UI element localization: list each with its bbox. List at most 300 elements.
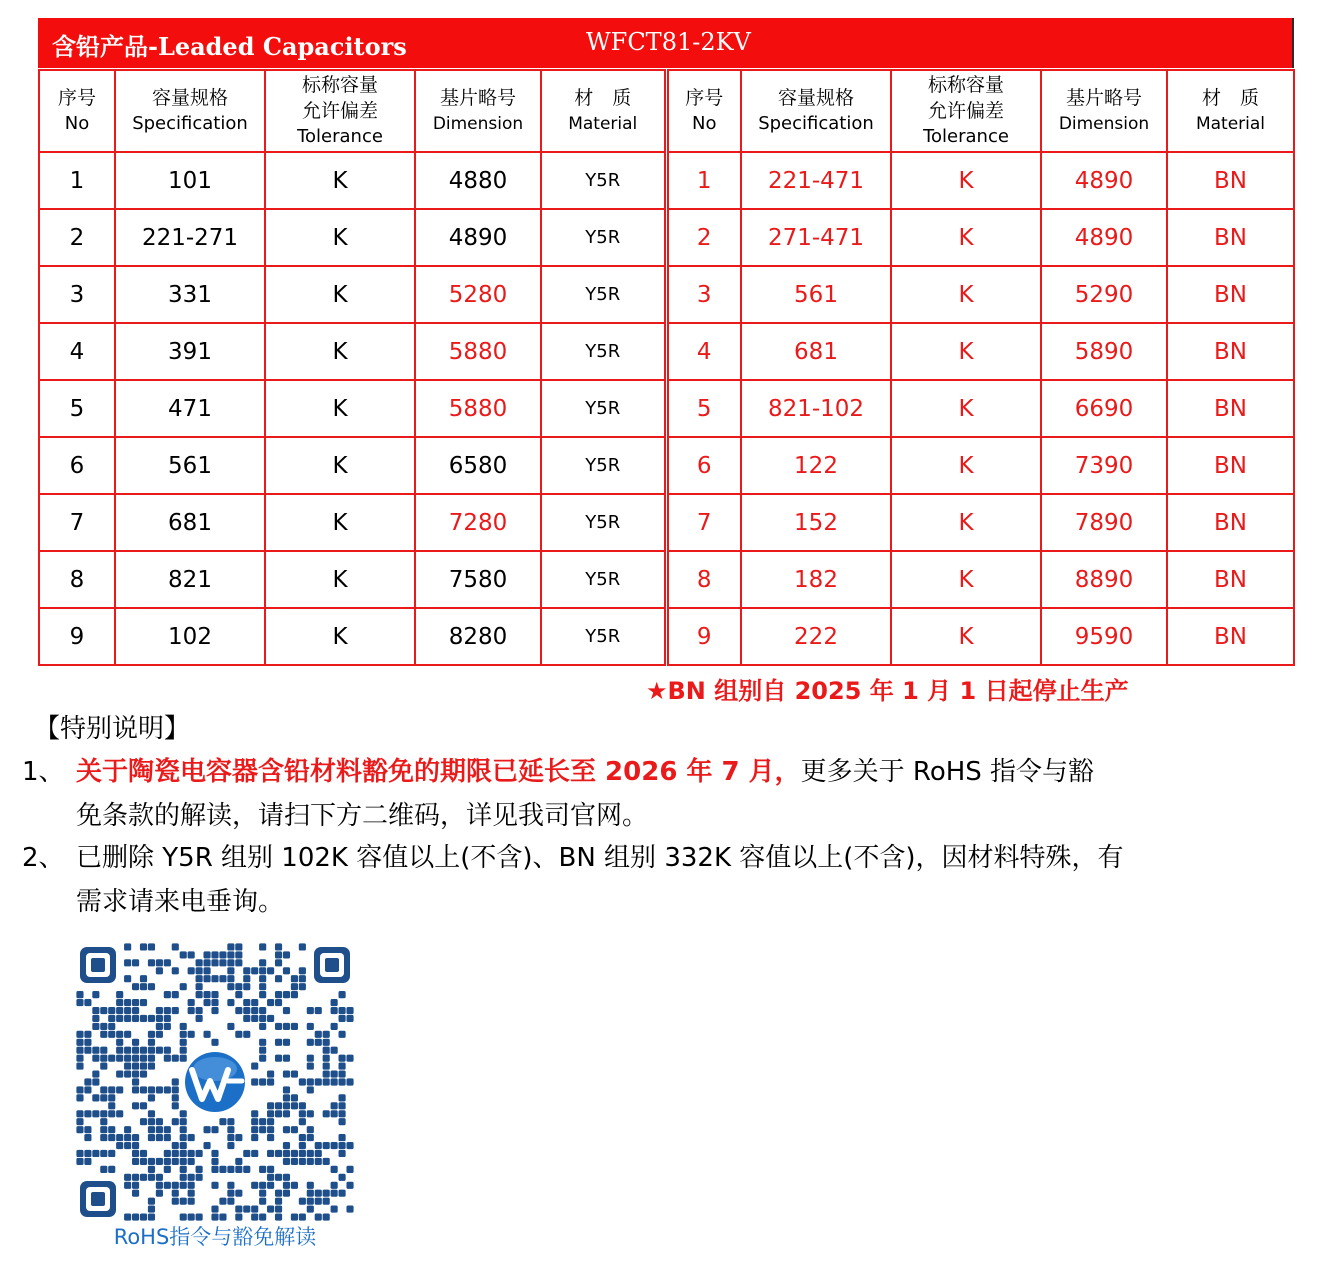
qr-module [291, 983, 298, 990]
qr-module [259, 1078, 266, 1085]
qr-module [307, 1078, 314, 1085]
qr-module [251, 1015, 258, 1022]
header-material: 材 质 Material [1167, 70, 1294, 152]
qr-module [227, 951, 234, 958]
cell-dimension: 5880 [415, 380, 541, 437]
table-header-row [39, 70, 1294, 152]
qr-module [267, 1174, 274, 1181]
cell-no: 2 [666, 209, 741, 266]
cell-material: Y5R [541, 380, 666, 437]
qr-module [132, 1150, 139, 1157]
qr-module [84, 1031, 91, 1038]
qr-module [307, 1190, 314, 1197]
cell-material: BN [1167, 608, 1294, 665]
qr-module [211, 1206, 218, 1213]
qr-module [211, 1007, 218, 1014]
qr-module [283, 1102, 290, 1109]
note-number: 2、 [22, 843, 65, 873]
qr-module [148, 1126, 155, 1133]
qr-module [156, 1047, 163, 1054]
cell-tolerance: K [265, 551, 415, 608]
cell-dimension: 7580 [415, 551, 541, 608]
qr-module [219, 1198, 226, 1205]
qr-module [100, 1110, 107, 1117]
qr-module [227, 1198, 234, 1205]
qr-module [259, 1190, 266, 1197]
qr-module [124, 1070, 131, 1077]
qr-module [108, 1007, 115, 1014]
qr-module [76, 1055, 83, 1062]
qr-module [267, 1110, 274, 1117]
qr-module [172, 1094, 179, 1101]
qr-module [100, 1047, 107, 1054]
qr-module [227, 967, 234, 974]
cell-spec: 821-102 [741, 380, 891, 437]
qr-module [339, 1007, 346, 1014]
qr-module [283, 1039, 290, 1046]
table-row [39, 380, 1294, 437]
qr-module [164, 1182, 171, 1189]
qr-module [243, 1015, 250, 1022]
qr-module [315, 1142, 322, 1149]
qr-module [180, 983, 187, 990]
qr-module [235, 1134, 242, 1141]
qr-module [188, 1190, 195, 1197]
qr-module [251, 1118, 258, 1125]
qr-module [124, 975, 131, 982]
qr-module [243, 1031, 250, 1038]
qr-module [211, 1039, 218, 1046]
qr-module [211, 1150, 218, 1157]
qr-module [180, 1118, 187, 1125]
qr-module [339, 1110, 346, 1117]
qr-module [283, 1007, 290, 1014]
qr-module [346, 1055, 353, 1062]
qr-module [331, 1190, 338, 1197]
qr-module [92, 1007, 99, 1014]
qr-module [339, 1078, 346, 1085]
qr-module [307, 1158, 314, 1165]
table-row [39, 266, 1294, 323]
qr-module [196, 975, 203, 982]
cell-material: Y5R [541, 608, 666, 665]
qr-module [307, 1039, 314, 1046]
qr-module [259, 1047, 266, 1054]
qr-module [140, 1015, 147, 1022]
qr-module [148, 1118, 155, 1125]
cell-tolerance: K [265, 266, 415, 323]
qr-module [307, 1182, 314, 1189]
qr-module [140, 975, 147, 982]
qr-module [180, 1166, 187, 1173]
cell-dimension: 5280 [415, 266, 541, 323]
qr-module [203, 999, 210, 1006]
qr-module [188, 1158, 195, 1165]
cell-dimension: 8890 [1041, 551, 1167, 608]
note-text: 已删除 Y5R 组别 102K 容值以上(不含)、BN 组别 332K 容值以上(不含)，因材料特殊，有 [76, 843, 1124, 873]
qr-module [235, 1158, 242, 1165]
qr-module [346, 1015, 353, 1022]
cell-material: BN [1167, 266, 1294, 323]
qr-module [339, 1094, 346, 1101]
cell-no: 3 [666, 266, 741, 323]
qr-module [124, 999, 131, 1006]
qr-module [323, 1110, 330, 1117]
qr-module [267, 1182, 274, 1189]
cell-material: Y5R [541, 323, 666, 380]
qr-module [267, 1078, 274, 1085]
qr-module [315, 1078, 322, 1085]
header-dimension: 基片略号 Dimension [1041, 70, 1167, 152]
qr-module [315, 1039, 322, 1046]
qr-module [76, 1158, 83, 1165]
rohs-qr-code[interactable] [76, 943, 354, 1221]
note-number: 1、 [22, 757, 65, 787]
qr-module [140, 943, 147, 950]
qr-module [251, 1182, 258, 1189]
qr-module [323, 1070, 330, 1077]
qr-module [235, 1206, 242, 1213]
qr-module [283, 1174, 290, 1181]
qr-module [84, 1126, 91, 1133]
qr-module [188, 1007, 195, 1014]
cell-dimension: 7390 [1041, 437, 1167, 494]
qr-module [76, 1150, 83, 1157]
qr-module [148, 1039, 155, 1046]
qr-module [299, 1142, 306, 1149]
qr-module [148, 1063, 155, 1070]
qr-module [156, 1086, 163, 1093]
qr-module [267, 1150, 274, 1157]
qr-module [283, 951, 290, 958]
qr-module [92, 1047, 99, 1054]
qr-module [227, 1166, 234, 1173]
qr-module [156, 1134, 163, 1141]
qr-module [172, 1055, 179, 1062]
qr-module [148, 1166, 155, 1173]
qr-module [124, 1213, 131, 1220]
cell-spec: 101 [115, 152, 265, 209]
qr-module [299, 1118, 306, 1125]
qr-module [84, 1150, 91, 1157]
qr-module [203, 1142, 210, 1149]
qr-module [156, 1126, 163, 1133]
qr-module [307, 1086, 314, 1093]
qr-module [291, 991, 298, 998]
qr-module [323, 1047, 330, 1054]
qr-module [259, 1126, 266, 1133]
cell-no: 7 [666, 494, 741, 551]
qr-module [148, 959, 155, 966]
notes-heading: 【特别说明】 [34, 714, 191, 744]
qr-module [196, 1007, 203, 1014]
qr-module [275, 951, 282, 958]
qr-module [251, 1134, 258, 1141]
qr-module [259, 1213, 266, 1220]
qr-module [108, 1110, 115, 1117]
qr-module [243, 1166, 250, 1173]
qr-module [132, 1063, 139, 1070]
qr-module [108, 1094, 115, 1101]
qr-module [211, 999, 218, 1006]
qr-module [219, 1118, 226, 1125]
qr-module [180, 1134, 187, 1141]
qr-module [299, 1198, 306, 1205]
qr-module [76, 1047, 83, 1054]
cell-no: 6 [666, 437, 741, 494]
header-dimension: 基片略号 Dimension [415, 70, 541, 152]
qr-caption: RoHS指令与豁免解读 [113, 1225, 317, 1249]
qr-module [275, 959, 282, 966]
qr-module [259, 991, 266, 998]
qr-module [164, 1086, 171, 1093]
cell-spec: 391 [115, 323, 265, 380]
cell-no: 1 [666, 152, 741, 209]
qr-module [140, 1150, 147, 1157]
header-material: 材 质 Material [541, 70, 666, 152]
qr-module [140, 1174, 147, 1181]
cell-no: 9 [666, 608, 741, 665]
qr-module [132, 1078, 139, 1085]
qr-module [140, 1047, 147, 1054]
qr-module [148, 1134, 155, 1141]
cell-dimension: 8280 [415, 608, 541, 665]
qr-module [164, 1015, 171, 1022]
qr-module [315, 1007, 322, 1014]
cell-tolerance: K [891, 152, 1041, 209]
qr-module [180, 1031, 187, 1038]
cell-tolerance: K [891, 551, 1041, 608]
cell-tolerance: K [891, 323, 1041, 380]
qr-module [259, 1198, 266, 1205]
qr-module [339, 1150, 346, 1157]
qr-module [251, 1150, 258, 1157]
qr-module [172, 1078, 179, 1085]
qr-module [291, 1158, 298, 1165]
qr-module [132, 1190, 139, 1197]
qr-module [164, 1055, 171, 1062]
qr-module [188, 1182, 195, 1189]
qr-module [267, 1126, 274, 1133]
qr-module [132, 959, 139, 966]
cell-tolerance: K [265, 323, 415, 380]
qr-module [267, 967, 274, 974]
qr-module [116, 1055, 123, 1062]
qr-module [283, 1086, 290, 1093]
qr-module [235, 983, 242, 990]
qr-module [172, 1118, 179, 1125]
qr-module [116, 1015, 123, 1022]
qr-module [203, 1126, 210, 1133]
qr-module [339, 1102, 346, 1109]
qr-module [164, 959, 171, 966]
qr-module [132, 1015, 139, 1022]
qr-module [84, 1134, 91, 1141]
qr-module [251, 1078, 258, 1085]
qr-module [132, 983, 139, 990]
cell-spec: 221-471 [741, 152, 891, 209]
qr-module [251, 1126, 258, 1133]
qr-module [331, 1166, 338, 1173]
qr-module [164, 1047, 171, 1054]
qr-module [180, 1213, 187, 1220]
qr-module [251, 999, 258, 1006]
qr-module [164, 1023, 171, 1030]
qr-module [180, 1047, 187, 1054]
qr-module [323, 1190, 330, 1197]
qr-module [148, 983, 155, 990]
qr-module [203, 975, 210, 982]
qr-module [251, 1007, 258, 1014]
header-no: 序号 No [666, 70, 741, 152]
qr-module [259, 967, 266, 974]
cell-material: BN [1167, 437, 1294, 494]
qr-module [116, 1007, 123, 1014]
cell-material: Y5R [541, 494, 666, 551]
qr-module [116, 1047, 123, 1054]
qr-module [299, 943, 306, 950]
qr-module [124, 1174, 131, 1181]
cell-spec: 681 [741, 323, 891, 380]
qr-module [315, 1031, 322, 1038]
qr-module [108, 1126, 115, 1133]
header-specification: 容量规格 Specification [741, 70, 891, 152]
qr-module [124, 1182, 131, 1189]
qr-module [291, 1070, 298, 1077]
qr-module [132, 1055, 139, 1062]
cell-no: 2 [39, 209, 115, 266]
qr-module [196, 1166, 203, 1173]
qr-module [291, 975, 298, 982]
qr-module [275, 1102, 282, 1109]
qr-module [227, 959, 234, 966]
qr-module [84, 1078, 91, 1085]
qr-module [315, 1213, 322, 1220]
cell-tolerance: K [265, 152, 415, 209]
qr-module [108, 1086, 115, 1093]
qr-module [283, 1150, 290, 1157]
qr-module [196, 991, 203, 998]
qr-module [124, 1126, 131, 1133]
qr-module [180, 1182, 187, 1189]
qr-module [299, 1158, 306, 1165]
qr-module [148, 1055, 155, 1062]
qr-module [331, 1110, 338, 1117]
header-tolerance: 标称容量 允许偏差 Tolerance [891, 70, 1041, 152]
qr-module [132, 1047, 139, 1054]
qr-module [92, 1055, 99, 1062]
cell-tolerance: K [891, 608, 1041, 665]
qr-module [172, 1102, 179, 1109]
qr-module [283, 1182, 290, 1189]
cell-tolerance: K [265, 380, 415, 437]
qr-module [76, 1126, 83, 1133]
qr-module [331, 999, 338, 1006]
capacitor-spec-table [38, 69, 1295, 666]
qr-module [219, 951, 226, 958]
cell-spec: 561 [115, 437, 265, 494]
qr-module [132, 1070, 139, 1077]
qr-module [307, 1134, 314, 1141]
qr-module [251, 967, 258, 974]
qr-module [108, 1031, 115, 1038]
qr-module [76, 999, 83, 1006]
qr-module [92, 1070, 99, 1077]
qr-module [156, 1190, 163, 1197]
qr-module [267, 1102, 274, 1109]
qr-module [180, 1198, 187, 1205]
qr-module [108, 1150, 115, 1157]
qr-module [100, 1086, 107, 1093]
qr-module [108, 1166, 115, 1173]
cell-spec: 471 [115, 380, 265, 437]
qr-module [331, 1102, 338, 1109]
qr-module [76, 1110, 83, 1117]
qr-module [291, 1213, 298, 1220]
qr-module [132, 1039, 139, 1046]
qr-module [156, 967, 163, 974]
qr-module [299, 1102, 306, 1109]
qr-module [156, 1174, 163, 1181]
qr-module [299, 1150, 306, 1157]
qr-module [180, 1110, 187, 1117]
qr-module [188, 951, 195, 958]
qr-module [180, 1039, 187, 1046]
cell-tolerance: K [265, 437, 415, 494]
note-text: 免条款的解读，请扫下方二维码，详见我司官网。 [76, 801, 649, 831]
qr-module [259, 1007, 266, 1014]
table-row [39, 551, 1294, 608]
qr-module [188, 1031, 195, 1038]
cell-no: 4 [39, 323, 115, 380]
qr-module [116, 991, 123, 998]
cell-spec: 221-271 [115, 209, 265, 266]
qr-module [227, 975, 234, 982]
qr-module [227, 1190, 234, 1197]
qr-module [275, 1023, 282, 1030]
qr-module [196, 967, 203, 974]
qr-module [283, 1055, 290, 1062]
qr-module [196, 1015, 203, 1022]
qr-module [124, 1142, 131, 1149]
qr-module [76, 1086, 83, 1093]
qr-module [339, 1055, 346, 1062]
qr-module [116, 1070, 123, 1077]
cell-spec: 331 [115, 266, 265, 323]
qr-module [156, 1031, 163, 1038]
cell-tolerance: K [891, 494, 1041, 551]
qr-module [291, 1094, 298, 1101]
qr-module [124, 1047, 131, 1054]
qr-module [132, 1086, 139, 1093]
qr-module [188, 999, 195, 1006]
qr-module [323, 1198, 330, 1205]
qr-module [92, 1078, 99, 1085]
qr-module [235, 943, 242, 950]
qr-module [148, 1015, 155, 1022]
qr-module [172, 1007, 179, 1014]
qr-module [235, 959, 242, 966]
cell-spec: 681 [115, 494, 265, 551]
qr-module [76, 991, 83, 998]
qr-module [84, 1110, 91, 1117]
qr-module [331, 1206, 338, 1213]
qr-module [227, 1126, 234, 1133]
qr-module [346, 1206, 353, 1213]
qr-module [291, 1023, 298, 1030]
title-banner [38, 18, 1292, 68]
header-no: 序号 No [39, 70, 115, 152]
